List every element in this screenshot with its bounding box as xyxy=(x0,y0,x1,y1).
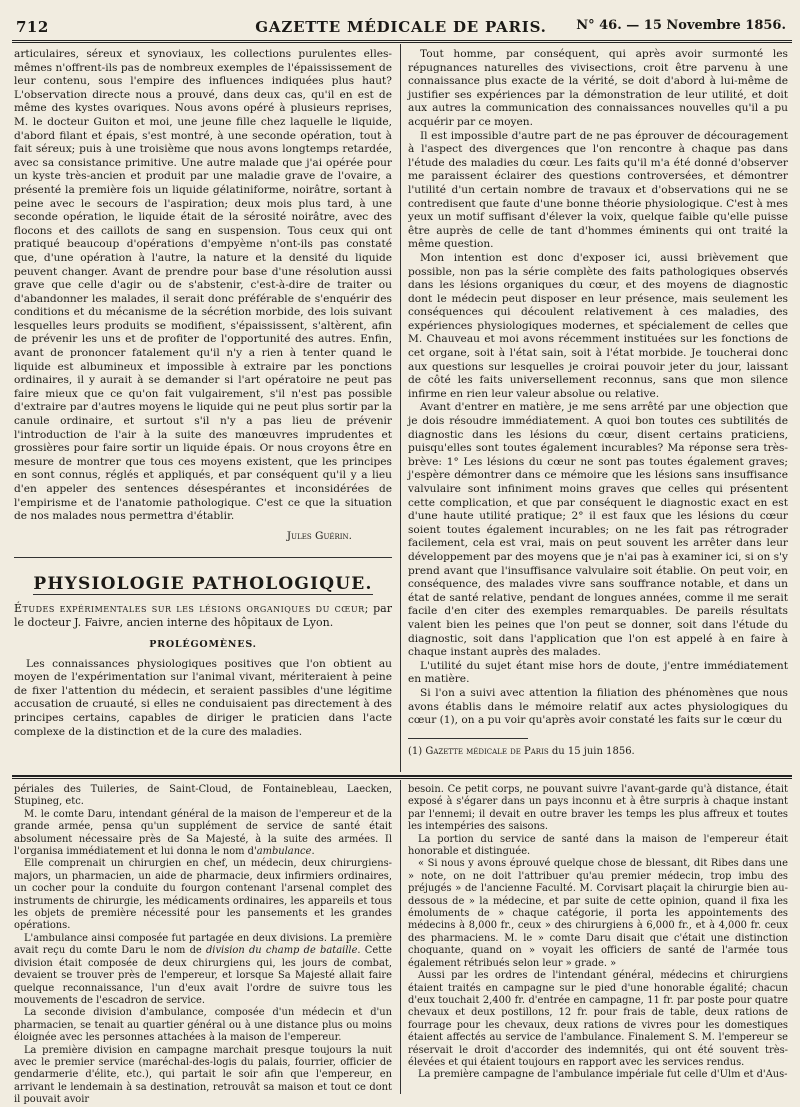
issue-date: N° 46. — 15 Novembre 1856. xyxy=(576,18,786,33)
paragraph: Avant d'entrer en matière, je me sens arrêté par une objection que je dois résoudre immédiatement. A quoi bon toutes ces subtilités de diagnostic dans les lésions du cœur, disent certains praticiens, puisqu'elles sont toutes également incurables? Ma réponse sera très-brève: 1° Les lésions du cœur ne sont pas toutes également graves; j'espère démontrer dans ce mémoire que les lésions sans insuffisance valvulaire sont infiniment moins graves que celles qui présentent cette complication, et que par conséquent le diagnostic exact en est d'une haute utilité pratique; 2° il est faux que les lésions du cœur soient toutes également incurables; on ne les fait pas rétrograder facilement, cela est vrai, mais on peut souvent les arrêter dans leur développement par des moyens que je n'ai pas à examiner ici, si on s'y prend avant que l'insuffisance valvulaire soit établie. On peut voir, en conséquence, des malades vivre sans souffrance notable, et dans un état de santé relative, pendant de longues années, comme il me serait facile d'en citer des exemples remarquables. De pareils résultats valent bien les peines que l'on peut se donner, soit dans l'étude du diagnostic, soit dans l'application que l'on est appelé à en faire à chaque instant auprès des malades. xyxy=(408,401,788,659)
text-run: . Cette division était composée de deux chirurgiens qui, les jours de combat, devaient se trouver près de l'empereur, et lorsque Sa Majesté allait faire quelque reconnaissance, l'un d'eux avait l'ordre de suivre tous les mouvements de l'escadron de service. xyxy=(14,945,392,1006)
page-header xyxy=(10,14,792,40)
paragraph: L'utilité du sujet étant mise hors de doute, j'entre immédiatement en matière. xyxy=(408,659,788,686)
footnote-marker: (1) xyxy=(408,745,426,757)
paragraph xyxy=(14,809,392,859)
upper-left-column xyxy=(14,48,392,739)
paragraph: besoin. Ce petit corps, ne pouvant suivre l'avant-garde qu'à distance, était exposé à s'égarer dans un pays inconnu et à être surpris à chaque instant par l'ennemi; il devait en outre braver les temps les plus affreux et toutes les intempéries des saisons. xyxy=(408,784,788,833)
paragraph: Les connaissances physiologiques positives que l'on obtient au moyen de l'expérimentation sur l'animal vivant, mériteraient à peine de fixer l'attention du médecin, et seraient passibles d'une légitime accusation de cruauté, si elles ne conduisaient pas directement à des principes certains, capables de diriger le praticien dans l'acte complexe de la distinction et de la cure des maladies. xyxy=(14,657,392,738)
column-divider-lower xyxy=(400,780,401,1094)
paragraph: périales des Tuileries, de Saint-Cloud, de Fontainebleau, Laecken, Stupineg, etc. xyxy=(14,784,392,808)
article-subtitle xyxy=(14,602,392,630)
paragraph: La première campagne de l'ambulance impériale fut celle d'Ulm et d'Aus- xyxy=(418,1069,788,1081)
section-title xyxy=(14,557,392,595)
lower-right-column xyxy=(408,784,788,1082)
author-signature: Jules Guérin. xyxy=(286,529,352,542)
journal-title: GAZETTE MÉDICALE DE PARIS. xyxy=(255,18,547,36)
footnote-source: Gazette médicale de Paris xyxy=(425,745,549,757)
paragraph: Il est impossible d'autre part de ne pas éprouver de découragement à l'aspect des divergences que l'on rencontre à chaque pas dans l'étude des maladies du cœur. Les faits qu'il m'a été donné d'observer me paraissent éclairer des questions controversées, et démontrer l'utilité d'un certain nombre de travaux et d'observations qui ne se contredisent que faute d'une bonne théorie physiologique. C'est à mes yeux un motif suffisant d'élever la voix, quelque faible qu'elle puisse être auprès de celle de tant d'hommes éminents qui ont traité la même question. xyxy=(408,129,788,251)
footnote xyxy=(408,745,788,758)
paragraph: Elle comprenait un chirurgien en chef, un médecin, deux chirurgiens-majors, un pharmacien, un aide de pharmacie, deux infirmiers ordinaires, un cocher pour la conduite du fourgon contenant l'arsenal complet des instruments de chirurgie, les médicaments ordinaires, les appareils et tous les objets de première nécessité pour les pansements et les grandes opérations. xyxy=(14,858,392,932)
footnote-rule xyxy=(408,738,528,739)
article-subtitle-author: par le docteur J. Faivre, ancien interne des hôpitaux de Lyon. xyxy=(14,601,392,629)
paragraph: Tout homme, par conséquent, qui après avoir surmonté les répugnances naturelles des vivisections, croit être parvenu à une connaissance plus exacte de la vérité, se doit d'abord à lui-même de justifier ses expériences par la démonstration de leur utilité, et doit aux autres la communication des connaissances nouvelles qu'il a pu acquérir par ce moyen. xyxy=(408,48,788,128)
subheading: PROLÉGOMÈNES. xyxy=(149,638,257,650)
text-run: M. le comte Daru, intendant général de la maison de l'empereur et de la grande armée, pensa qu'un supplément de service de santé était absolument nécessaire près de Sa Majesté, à la suite des armées. Il l'organisa immédiatement et lui donna le nom d' xyxy=(14,808,392,858)
header-rule-double xyxy=(12,42,792,43)
feuilleton-rule xyxy=(12,775,792,777)
feuilleton-rule-double xyxy=(12,778,792,779)
text-run: . xyxy=(311,846,315,858)
emphasis: division du champ de bataille xyxy=(205,945,358,957)
text-run: L'ambulance ainsi composée fut partagée en deux divisions. La première avait reçu du comte Daru le nom de xyxy=(14,932,392,957)
paragraph: articulaires, séreux et synoviaux, les collections purulentes elles-mêmes n'offrent-ils pas de nombreux exemples de l'épaississement de leur contenu, sous l'empire des influences indiquées plus haut? L'observation directe nous a prouvé, dans deux cas, qu'il en est de même des kystes ovariques. Nous avons opéré à plusieurs reprises, M. le docteur Guiton et moi, une jeune fille chez laquelle le liquide, d'abord filant et épais, s'est montré, à une seconde opération, tout à fait séreux; puis à une troisième que nous avons longtemps retardée, avec sa consistance primitive. Une autre malade que j'ai opérée pour un kyste très-ancien et produit par une maladie grave de l'ovaire, a présenté la première fois un liquide gélatiniforme, noirâtre, sortant à peine avec le secours de l'aspiration; deux mois plus tard, à une seconde opération, le liquide était de la sérosité noirâtre, avec des flocons et des caillots de sang en suspension. Tous ceux qui ont pratiqué beaucoup d'opérations d'empyème n'ont-ils pas constaté que, d'une opération à l'autre, la nature et la densité du liquide peuvent changer. Avant de prendre pour base d'une résolution aussi grave que celle d'agir ou de s'abstenir, c'est-à-dire de traiter ou d'abandonner les malades, il serait donc préférable de s'enquérir des conditions et du mécanisme de la sécrétion morbide, des lois suivant lesquelles leurs produits se modifient, s'épaississent, s'altèrent, afin de prévenir les uns et de profiter de l'opportunité des autres. Enfin, avant de prononcer fatalement qu'il n'y a rien à tenter quand le liquide est albumineux et impossible à extraire par les ponctions ordinaires, il y aurait à se demander si l'art opératoire ne peut pas faire mieux que ce qu'on fait vulgairement, s'il n'est pas possible d'extraire par d'autres moyens le liquide qui ne peut plus sortir par la canule ordinaire, et surtout s'il n'y a pas lieu de prévenir l'introduction de l'air à la suite des manœuvres imprudentes et grossières pour faire sortir un liquide épais. Or nous croyons être en mesure de montrer que tous ces moyens existent, que les principes en sont connus, réglés et appliqués, et par conséquent qu'il y a lieu d'en appeler des sentences désespérantes et inconsidérées de l'empirisme et de l'anatomie pathologique. C'est ce que la situation de nos malades nous permettra d'établir. xyxy=(14,48,392,523)
emphasis: ambulance xyxy=(256,846,312,858)
paragraph: La première division en campagne marchait presque toujours la nuit avec le premier service (maréchal-des-logis du palais, fourrier, officier de gendarmerie d'élite, etc.), qui partait le soir afin que l'empereur, en arrivant le lendemain à sa destination, retrouvât sa maison et tout ce dont il pouvait avoir xyxy=(14,1044,392,1106)
quotation: « Si nous y avons éprouvé quelque chose de blessant, dit Ribes dans une » note, on ne doit l'attribuer qu'au premier médecin, trop imbu des préjugés » de l'ancienne Faculté. M. Corvisart plaçait la chirurgie bien au-dessous de » la médecine, et par suite de cette opinion, quand il fixa les émoluments de » chaque catégorie, il porta les appointements des médecins à 8,000 fr., ceux » des chirurgiens à 6,000 fr., et à 4,000 fr. ceux des pharmaciens. M. le » comte Daru disait que c'était une distinction choquante, quand on » voyait les officiers de santé de l'armée tous également rétribués selon leur » grade. » xyxy=(408,858,788,969)
paragraph: La seconde division d'ambulance, composée d'un médecin et d'un pharmacien, se tenait au quartier général ou à une distance plus ou moins éloignée avec les personnes attachées à la maison de l'empereur. xyxy=(14,1007,392,1044)
paragraph: Aussi par les ordres de l'intendant général, médecins et chirurgiens étaient traités en campagne sur le pied d'une honorable égalité; chacun d'eux touchait 2,400 fr. d'entrée en campagne, 11 fr. par poste pour quatre chevaux et deux postillons, 12 fr. pour frais de table, deux rations de fourrage pour les chevaux, deux rations de vivres pour les domestiques étaient affectés au service de l'ambulance. Finalement S. M. l'empereur se réservait le droit d'accorder des indemnités, qui ont été souvent très-élevées et qui étaient toujours en rapport avec les services rendus. xyxy=(408,970,788,1068)
paragraph: La portion du service de santé dans la maison de l'empereur était honorable et distinguée. xyxy=(408,833,788,858)
article-subtitle-caps: Études expérimentales sur les lésions organiques du cœur; xyxy=(14,601,369,615)
section-title-text: PHYSIOLOGIE PATHOLOGIQUE. xyxy=(33,574,373,595)
paragraph: Si l'on a suivi avec attention la filiation des phénomènes que nous avons établis dans le mémoire relatif aux actes physiologiques du cœur (1), on a pu voir qu'après avoir constaté les faits sur le cœur du xyxy=(408,686,788,727)
paragraph: Mon intention est donc d'exposer ici, aussi brièvement que possible, non pas la série complète des faits pathologiques observés dans les lésions organiques du cœur, et des moyens de diagnostic dont le médecin peut disposer en leur présence, mais seulement les conséquences qui découlent relativement à ces maladies, des expériences physiologiques modernes, et spécialement de celles que M. Chauveau et moi avons récemment instituées sur les fonctions de cet organe, soit à l'état sain, soit à l'état morbide. Je toucherai donc aux questions sur lesquelles je croirai pouvoir jeter du jour, laissant de côté les faits universellement reconnus, sans que mon silence infirme en rien leur valeur absolue ou relative. xyxy=(408,251,788,400)
page-number: 712 xyxy=(16,18,49,36)
upper-right-column xyxy=(408,48,788,758)
paragraph xyxy=(14,933,392,1007)
header-rule xyxy=(12,40,792,41)
footnote-date: du 15 juin 1856. xyxy=(548,745,635,757)
lower-left-column xyxy=(14,784,392,1107)
column-divider-upper xyxy=(400,44,401,772)
